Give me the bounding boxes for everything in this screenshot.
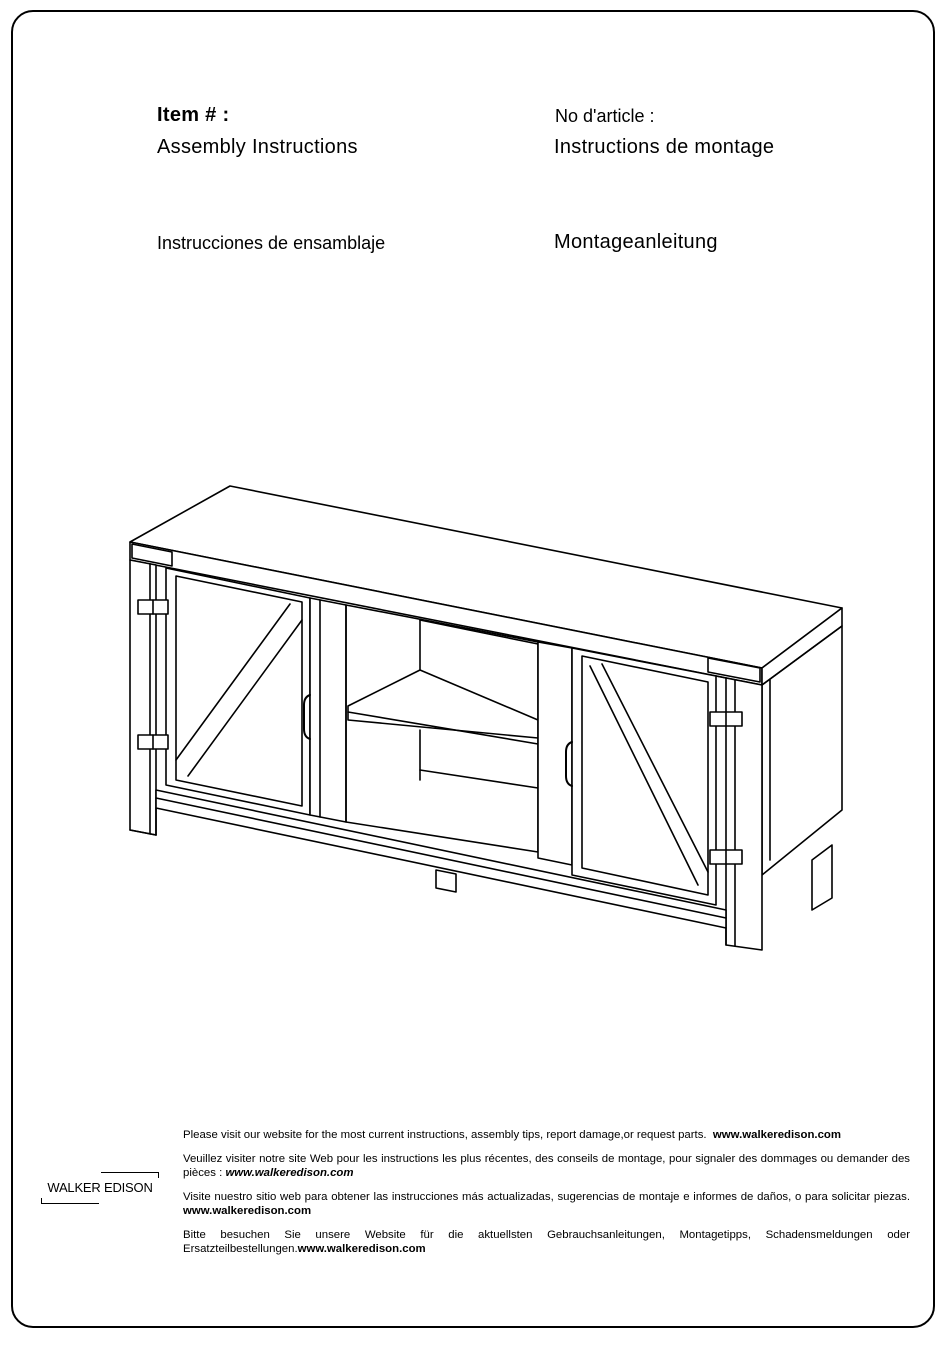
title-assembly-de: Montageanleitung <box>554 231 718 253</box>
notice-en <box>183 1128 910 1142</box>
notice-de-text: Bitte besuchen Sie unsere Website für die aktuellsten Gebrauchsanleitungen, Montagetipps, Schadensmeldungen oder Ersatzteilbestellungen. <box>183 1229 910 1255</box>
item-number-label-fr: No d'article : <box>555 106 655 126</box>
title-assembly-en: Assembly Instructions <box>157 136 358 158</box>
notice-es-url[interactable]: www.walkeredison.com <box>183 1205 312 1217</box>
notice-es-text: Visite nuestro sitio web para obtener las instrucciones más actualizadas, sugerencias de montaje e informes de daños, o para solicitar piezas. <box>183 1191 910 1203</box>
website-notice <box>183 1128 910 1266</box>
logo-frame-top <box>101 1172 159 1178</box>
walker-edison-logo <box>41 1172 159 1208</box>
title-assembly-es: Instrucciones de ensamblaje <box>157 233 386 253</box>
notice-en-text: Please visit our website for the most current instructions, assembly tips, report damage,or request parts. <box>183 1129 707 1141</box>
notice-fr-url[interactable]: www.walkeredison.com <box>225 1167 354 1179</box>
title-assembly-fr: Instructions de montage <box>554 136 775 158</box>
tv-stand-illustration <box>120 480 850 960</box>
logo-frame-bottom <box>41 1198 99 1204</box>
logo-text: WALKER EDISON <box>47 1180 153 1195</box>
notice-de <box>183 1228 910 1256</box>
notice-en-url[interactable]: www.walkeredison.com <box>712 1129 841 1141</box>
notice-de-url[interactable]: www.walkeredison.com <box>297 1243 426 1255</box>
notice-es <box>183 1190 910 1218</box>
item-number-label: Item # : <box>157 104 230 126</box>
notice-fr <box>183 1152 910 1180</box>
notice-fr-text: Veuillez visiter notre site Web pour les instructions les plus récentes, des conseils de montage, pour signaler des dommages ou demander des pièces : <box>183 1153 910 1179</box>
